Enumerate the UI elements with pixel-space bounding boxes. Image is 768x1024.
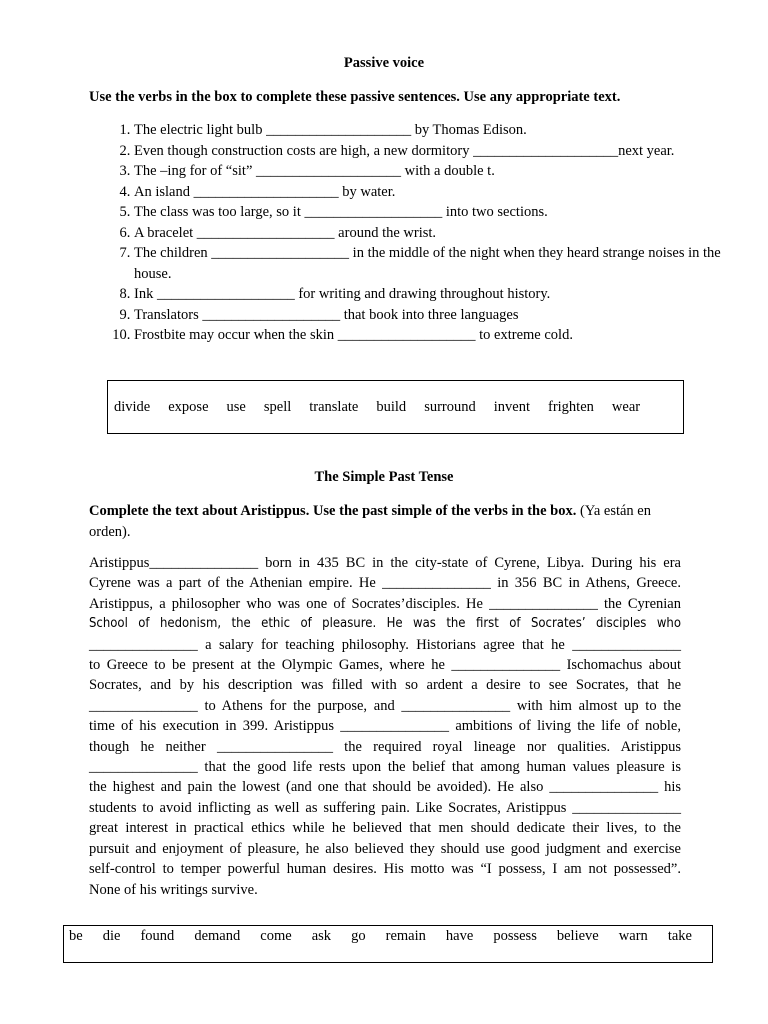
paragraph-line: _______________ to Athens for the purpose, and _______________ with him almost up to the [89, 697, 681, 714]
paragraph-line: the highest and pain the lowest (and one that should be avoided). He also _______________ his [89, 779, 681, 796]
verb-word: remain [385, 928, 426, 944]
verb-word: demand [194, 928, 241, 944]
exercise-item: 9. Translators ___________________ that book into three languages [134, 305, 726, 326]
verb-word: wear [611, 398, 641, 415]
verb-word: frighten [548, 398, 594, 415]
paragraph-line: to Greece to be present at the Olympic Games, where he _______________ Ischomachus about [89, 657, 681, 674]
paragraph-line: School of hedonism, the ethic of pleasure. He was the first of Socrates’ disciples who [89, 616, 681, 632]
verb-word: found [140, 928, 175, 944]
verb-word: have [445, 928, 474, 944]
section2-instruction-rest: (Ya están en orden). [89, 503, 651, 540]
verb-word: divide [114, 398, 151, 415]
verb-word: go [351, 928, 366, 944]
paragraph-line: great interest in practical ethics while he believed that men should dedicate their lives, to the [89, 820, 681, 837]
verb-word: warn [618, 928, 648, 944]
section1-instruction: Use the verbs in the box to complete these passive sentences. Use any appropriate text. [89, 89, 621, 105]
paragraph-line: Aristippus_______________ born in 435 BC in the city-state of Cyrene, Libya. During his era [89, 555, 681, 571]
section2-instruction [89, 501, 681, 543]
paragraph-line: Socrates, and by his description was filled with so ardent a desire to see Socrates, that he [89, 677, 681, 694]
verb-word: take [667, 928, 692, 944]
verb-word: come [260, 928, 292, 944]
paragraph-line: Cyrene was a part of the Athenian empire. He _______________ in 356 BC in Athens, Greece. [89, 575, 681, 592]
verb-word: be [69, 928, 83, 944]
exercise-item: 8. Ink ___________________ for writing and drawing throughout history. [134, 284, 726, 305]
paragraph-line: students to avoid inflicting as well as suffering pain. Like Socrates, Aristippus _______________ [89, 799, 681, 816]
verb-word: expose [168, 398, 209, 415]
paragraph-line: _______________ that the good life rests upon the belief that among human values pleasure is [89, 759, 681, 776]
exercise-item: 4. An island ____________________ by water. [134, 182, 726, 203]
verb-box-passive [107, 380, 684, 434]
section2-title: The Simple Past Tense [314, 469, 454, 485]
verb-word: invent [493, 398, 530, 415]
exercise-item: 6. A bracelet ___________________ around the wrist. [134, 223, 726, 244]
exercise-item: 2. Even though construction costs are high, a new dormitory ____________________next year. [134, 141, 726, 162]
exercise-item: 10. Frostbite may occur when the skin ___________________ to extreme cold. [134, 325, 726, 346]
paragraph-line: pursuit and enjoyment of pleasure, he also believed they should use good judgment and exercise [89, 840, 681, 857]
exercise-item: 5. The class was too large, so it ___________________ into two sections. [134, 202, 726, 223]
verb-word: believe [556, 928, 599, 944]
verb-word: possess [493, 928, 537, 944]
verb-word: use [226, 398, 246, 415]
exercise-item: 1. The electric light bulb ____________________ by Thomas Edison. [134, 120, 726, 141]
paragraph-line: Aristippus, a philosopher who was one of Socrates’disciples. He _______________ the Cyrenian [89, 595, 681, 612]
paragraph-line: _______________ a salary for teaching philosophy. Historians agree that he _______________ [89, 636, 681, 653]
exercise-item: 3. The –ing for of “sit” ____________________ with a double t. [134, 161, 726, 182]
verb-word: ask [311, 928, 332, 944]
verb-box-past-simple [63, 925, 713, 963]
aristippus-paragraph [89, 553, 681, 900]
verb-word: die [102, 928, 121, 944]
paragraph-line: though he neither ________________ the required royal lineage nor qualities. Aristippus [89, 738, 681, 755]
section1-title: Passive voice [343, 55, 425, 71]
exercise-list [89, 120, 726, 346]
verb-word: surround [424, 398, 476, 415]
verb-word: translate [309, 398, 359, 415]
verb-word: spell [263, 398, 292, 415]
paragraph-line: time of his execution in 399. Aristippus _______________ ambitions of living the life of noble, [89, 718, 681, 735]
paragraph-line: None of his writings survive. [89, 881, 258, 898]
paragraph-line: self-control to temper powerful human desires. His motto was “I possess, I am not possessed”. [89, 861, 681, 878]
exercise-item: 7. The children ___________________ in the middle of the night when they heard strange noises in the house. [134, 243, 726, 284]
section2-instruction-bold: Complete the text about Aristippus. Use the past simple of the verbs in the box. [89, 503, 577, 519]
verb-word: build [376, 398, 407, 415]
